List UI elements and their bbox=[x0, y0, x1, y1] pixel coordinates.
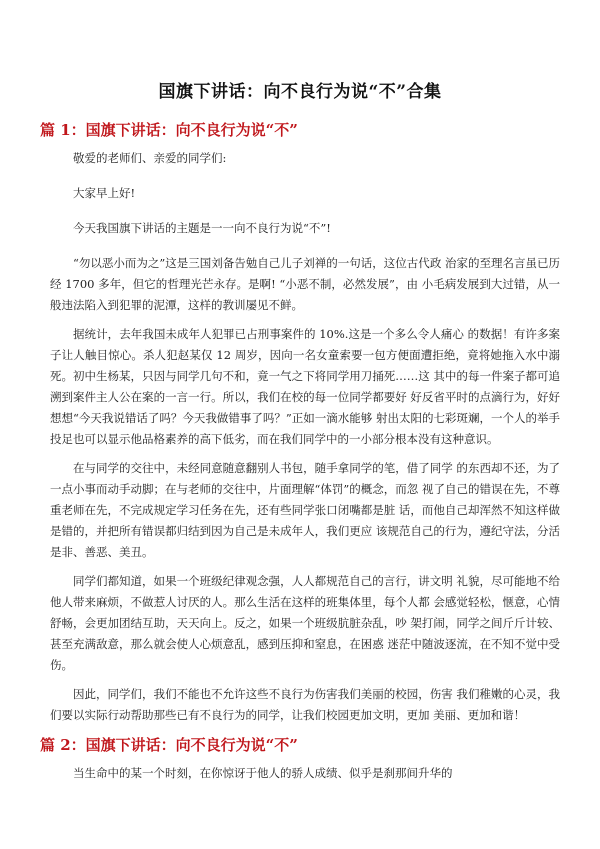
document-title: 国旗下讲话：向不良行为说“不”合集 bbox=[158, 82, 442, 102]
section-2-heading: 篇 2：国旗下讲话：向不良行为说“不” bbox=[40, 736, 298, 754]
peer-interaction-paragraph: 在与同学的交往中，未经同意随意翻别人书包，随手拿同学的笔，借了同学 的东西却不还，为了一点小事而动手动脚；在与老师的交往中，片面理解“体罚”的概念，而忽 视了自己的错误在先，不尊重老师在先，不完成规定学习任务在先，还有些同学张口闭嘴都是脏 话，而他自己却浑然不知这样做是错的，并把所有错误都归结到因为自己是未成年人，我们更应 该规范自己的行为，遵纪守法，分活是非、善恶、美丑。 bbox=[50, 461, 560, 559]
topic-paragraph: 今天我国旗下讲话的主题是一一向不良行为说“不”! bbox=[73, 221, 331, 235]
greeting-paragraph: 敬爱的老师们、亲爱的同学们: bbox=[73, 151, 227, 165]
class-discipline-paragraph: 同学们都知道，如果一个班级纪律观念强，人人都规范自己的言行，讲文明 礼貌，尽可能地不给他人带来麻烦，不做惹人讨厌的人。那么生活在这样的班集体里，每个人都 会感觉轻松，惬意，心情舒畅，会更加团结互助，天天向上。反之，如果一个班级肮脏杂乱，吵 架打闹，同学之间斤斤计较、甚至充满敌意，那么就会使人心烦意乱，感到压抑和窒息，在困惑 迷茫中随波逐流，在不知不觉中受伤。 bbox=[50, 574, 560, 672]
statistics-paragraph: 据统计，去年我国未成年人犯罪已占刑事案件的 10%.这是一个多么令人痛心 的数据！有许多案子让人触目惊心。杀人犯赵某仅 12 周岁，因向一名女童索要一包方便面遭拒绝，竟将她拖入水中溺死。初中生杨某，只因与同学几句不和，竟一气之下将同学用刀捅死……这 其中的每一件案子都可追溯到案件主人公在案的一言一行。所以，我们在校的每一位同学都要好 好反省平时的点滴行为，好好想想“今天我说错话了吗？今天我做错事了吗？”正如一滴水能够 射出太阳的七彩斑斓，一个人的举手投足也可以显示他品格素养的高下低劣，而在我们同学中的一小部分根本没有这种意识。 bbox=[50, 327, 560, 446]
conclusion-paragraph: 因此，同学们，我们不能也不允许这些不良行为伤害我们美丽的校园，伤害 我们稚嫩的心灵，我们要以实际行动帮助那些已有不良行为的同学，让我们校园更加文明，更加 美丽、更加和谐！ bbox=[50, 687, 560, 722]
quote-paragraph: “勿以恶小而为之”这是三国刘备告勉自己儿子刘禅的一句话，这位古代政 治家的至理名言虽已历经 1700 多年，但它的哲理光芒永存。是啊! “小恶不制，必然发展”，由 小毛病发展到大过错，从一般违法陷入到犯罪的泥潭，这样的教训屡见不鲜。 bbox=[50, 256, 560, 312]
section-1-heading: 篇 1：国旗下讲话：向不良行为说“不” bbox=[40, 121, 298, 139]
good-morning-paragraph: 大家早上好! bbox=[73, 186, 136, 200]
section-2-first-paragraph: 当生命中的某一个时刻，在你惊讶于他人的骄人成绩、似乎是刹那间升华的 bbox=[73, 766, 453, 780]
